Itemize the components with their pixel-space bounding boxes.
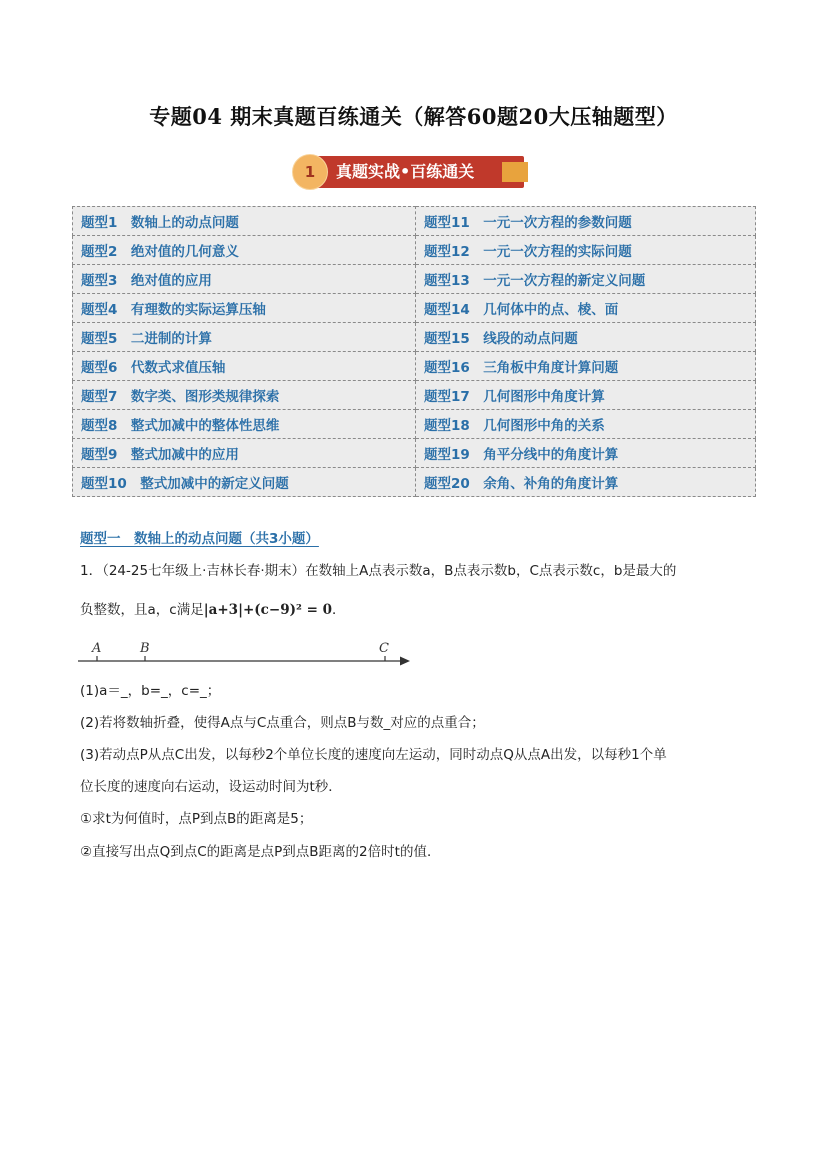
section-banner xyxy=(292,154,532,190)
question-1: (1)a＝_，b=_，c=_； xyxy=(80,683,221,699)
section-heading: 题型一 数轴上的动点问题（共3小题） xyxy=(80,531,319,547)
toc-row xyxy=(73,381,756,410)
formula: |a+3|+(c−9)² = 0 xyxy=(203,602,333,618)
toc-item[interactable]: 题型13 一元一次方程的新定义问题 xyxy=(416,265,756,294)
question-2: (2)若将数轴折叠，使得A点与C点重合，则点B与数_对应的点重合； xyxy=(80,715,485,731)
toc-row xyxy=(73,468,756,497)
toc-item[interactable]: 题型10 整式加减中的新定义问题 xyxy=(73,468,416,497)
question-3-sub2: ②直接写出点Q到点C的距离是点P到点B距离的2倍时t的值． xyxy=(80,844,441,860)
toc-item[interactable]: 题型3 绝对值的应用 xyxy=(73,265,416,294)
toc-item[interactable]: 题型14 几何体中的点、棱、面 xyxy=(416,294,756,323)
toc-row xyxy=(73,323,756,352)
toc-item[interactable]: 题型4 有理数的实际运算压轴 xyxy=(73,294,416,323)
toc-item[interactable]: 题型11 一元一次方程的参数问题 xyxy=(416,207,756,236)
toc-item[interactable]: 题型19 角平分线中的角度计算 xyxy=(416,439,756,468)
problem-intro-line1: 1．（24-25七年级上·吉林长春·期末）在数轴上A点表示数a，B点表示数b，C点表示数c，b是最大的 xyxy=(80,563,677,579)
toc-row xyxy=(73,439,756,468)
number-line xyxy=(78,636,410,672)
page-title: 专题04 期末真题百练通关（解答60题20大压轴题型） xyxy=(149,104,678,129)
toc-row xyxy=(73,236,756,265)
toc-item[interactable]: 题型20 余角、补角的角度计算 xyxy=(416,468,756,497)
toc-item[interactable]: 题型18 几何图形中角的关系 xyxy=(416,410,756,439)
toc-item[interactable]: 题型16 三角板中角度计算问题 xyxy=(416,352,756,381)
toc-row xyxy=(73,410,756,439)
banner-text: 真题实战•百练通关 xyxy=(336,162,475,181)
question-3-line1: (3)若动点P从点C出发，以每秒2个单位长度的速度向左运动，同时动点Q从点A出发，以每秒1个单 xyxy=(80,747,667,763)
intro-prefix: 负整数，且a，c满足 xyxy=(80,602,204,618)
toc-item[interactable]: 题型9 整式加减中的应用 xyxy=(73,439,416,468)
toc-item[interactable]: 题型17 几何图形中角度计算 xyxy=(416,381,756,410)
label-a: A xyxy=(92,641,102,656)
toc-item[interactable]: 题型5 二进制的计算 xyxy=(73,323,416,352)
banner-accent xyxy=(502,162,528,182)
question-3-sub1: ①求t为何值时，点P到点B的距离是5； xyxy=(80,811,313,827)
number-line-arrow xyxy=(400,657,410,666)
label-c: C xyxy=(379,641,389,656)
toc-item[interactable]: 题型7 数字类、图形类规律探索 xyxy=(73,381,416,410)
toc-item[interactable]: 题型8 整式加减中的整体性思维 xyxy=(73,410,416,439)
toc-item[interactable]: 题型15 线段的动点问题 xyxy=(416,323,756,352)
toc-row xyxy=(73,294,756,323)
toc-row xyxy=(73,265,756,294)
intro-suffix: ． xyxy=(332,602,346,618)
problem-intro-line2 xyxy=(80,600,752,620)
toc-table xyxy=(72,206,756,497)
toc-item[interactable]: 题型2 绝对值的几何意义 xyxy=(73,236,416,265)
toc-row xyxy=(73,207,756,236)
toc-item[interactable]: 题型12 一元一次方程的实际问题 xyxy=(416,236,756,265)
banner-number-badge: 1 xyxy=(292,154,328,190)
toc-item[interactable]: 题型6 代数式求值压轴 xyxy=(73,352,416,381)
toc-row xyxy=(73,352,756,381)
label-b: B xyxy=(140,641,150,656)
question-3-line2: 位长度的速度向右运动，设运动时间为t秒． xyxy=(80,779,342,795)
toc-item[interactable]: 题型1 数轴上的动点问题 xyxy=(73,207,416,236)
